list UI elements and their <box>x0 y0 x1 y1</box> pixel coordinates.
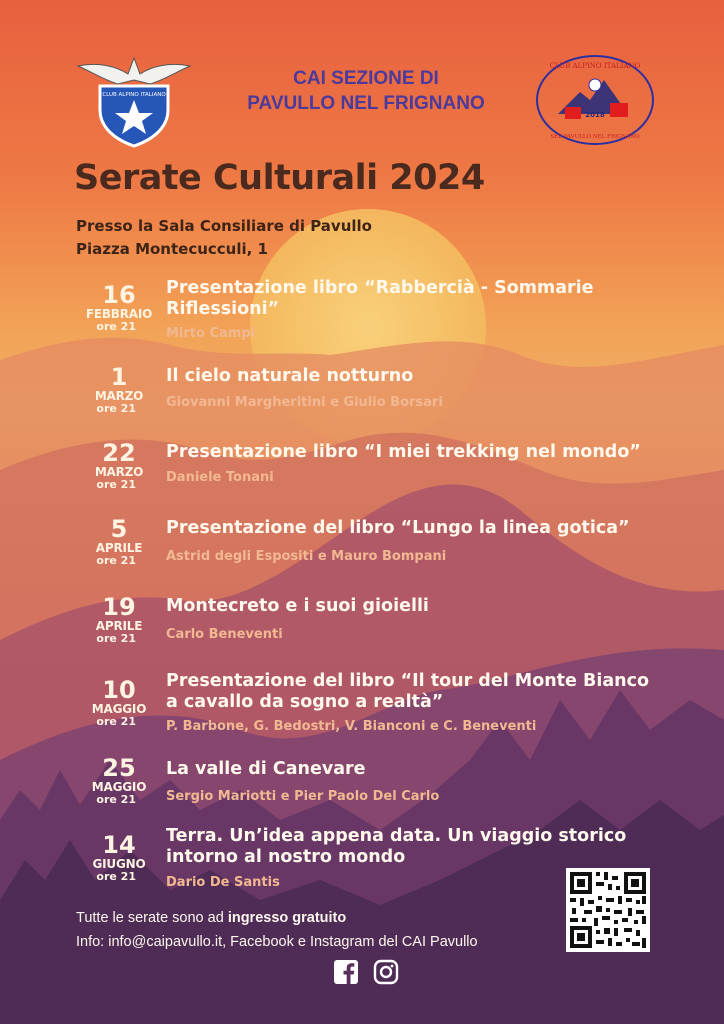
cai-eagle-shield-logo <box>76 52 192 148</box>
venue-line2: Piazza Montecucculi, 1 <box>76 240 268 258</box>
page-title: Serate Culturali 2024 <box>74 158 485 198</box>
event-day: 1 <box>110 363 128 391</box>
event-title: Presentazione del libro “Lungo la linea gotica” <box>166 518 630 538</box>
left-logo-text: CLUB ALPINO ITALIANO <box>102 92 166 98</box>
event-title: Presentazione del libro “Il tour del Monte Bianco a cavallo da sogno a realtà” <box>166 671 650 712</box>
event-speaker: Daniele Tonani <box>166 470 274 485</box>
event-month: APRILE <box>95 619 143 633</box>
event-date <box>80 594 158 645</box>
event-date <box>80 364 158 415</box>
venue-line1: Presso la Sala Consiliare di Pavullo <box>76 217 372 235</box>
section-name-line2: PAVULLO NEL FRIGNANO <box>247 93 485 114</box>
event-time: ore 21 <box>96 478 136 491</box>
event-date <box>80 677 158 728</box>
cai-pavullo-badge-logo <box>532 52 658 148</box>
badge-year: 2018 <box>585 111 605 119</box>
event-title: Montecreto e i suoi gioielli <box>166 596 429 616</box>
event-date <box>80 755 158 806</box>
event-time: ore 21 <box>96 715 136 728</box>
free-entry-prefix: Tutte le serate sono ad <box>76 910 224 926</box>
badge-bottom-text: SEZ PAVULLO NEL FRIGNANO <box>550 134 640 140</box>
event-time: ore 21 <box>96 554 136 567</box>
event-month: MARZO <box>94 389 144 403</box>
event-speaker: Giovanni Margheritini e Giulio Borsari <box>166 395 443 410</box>
event-speaker: Carlo Beneventi <box>166 627 283 642</box>
event-title: Presentazione libro “Rabbercià - Sommarie Riflessioni” <box>166 278 594 319</box>
event-month: MAGGIO <box>91 780 147 794</box>
event-time: ore 21 <box>96 632 136 645</box>
event-time: ore 21 <box>96 402 136 415</box>
event-time: ore 21 <box>96 320 136 333</box>
event-day: 25 <box>102 754 136 782</box>
free-entry-note <box>76 910 346 926</box>
event-title: La valle di Canevare <box>166 759 366 779</box>
event-day: 22 <box>102 439 136 467</box>
event-month: MARZO <box>94 465 144 479</box>
instagram-icon[interactable] <box>373 959 399 985</box>
event-speaker: Mirto Campi <box>166 326 256 341</box>
section-name <box>228 66 504 116</box>
cai-eagle-shield-icon <box>78 58 190 146</box>
event-date <box>80 282 158 333</box>
event-day: 14 <box>102 831 136 859</box>
event-title: Presentazione libro “I miei trekking nel mondo” <box>166 442 641 462</box>
event-speaker: Astrid degli Espositi e Mauro Bompani <box>166 549 447 564</box>
event-month: MAGGIO <box>91 702 147 716</box>
badge-top-text: CLUB ALPINO ITALIANO <box>549 62 641 70</box>
event-title: Terra. Un’idea appena data. Un viaggio storico intorno al nostro mondo <box>166 826 627 867</box>
venue <box>76 215 372 261</box>
event-speaker: P. Barbone, G. Bedostri, V. Bianconi e C. Beneventi <box>166 719 537 734</box>
event-day: 16 <box>102 281 136 309</box>
event-title: Il cielo naturale notturno <box>166 366 414 386</box>
qr-code-icon[interactable] <box>566 868 650 952</box>
event-day: 19 <box>102 593 136 621</box>
contact-info: Info: info@caipavullo.it, Facebook e Instagram del CAI Pavullo <box>76 934 478 950</box>
event-date <box>80 440 158 491</box>
event-speaker: Dario De Santis <box>166 875 280 890</box>
event-time: ore 21 <box>96 870 136 883</box>
free-entry-bold: ingresso gratuito <box>227 910 347 926</box>
event-speaker: Sergio Mariotti e Pier Paolo Del Carlo <box>166 789 440 804</box>
event-date <box>80 832 158 883</box>
event-month: GIUGNO <box>92 857 146 871</box>
event-month: APRILE <box>95 541 143 555</box>
event-day: 10 <box>102 676 136 704</box>
event-date <box>80 516 158 567</box>
event-time: ore 21 <box>96 793 136 806</box>
facebook-icon[interactable] <box>333 959 359 985</box>
section-name-line1: CAI SEZIONE DI <box>293 68 439 89</box>
event-day: 5 <box>110 515 128 543</box>
event-month: FEBBRAIO <box>85 307 153 321</box>
